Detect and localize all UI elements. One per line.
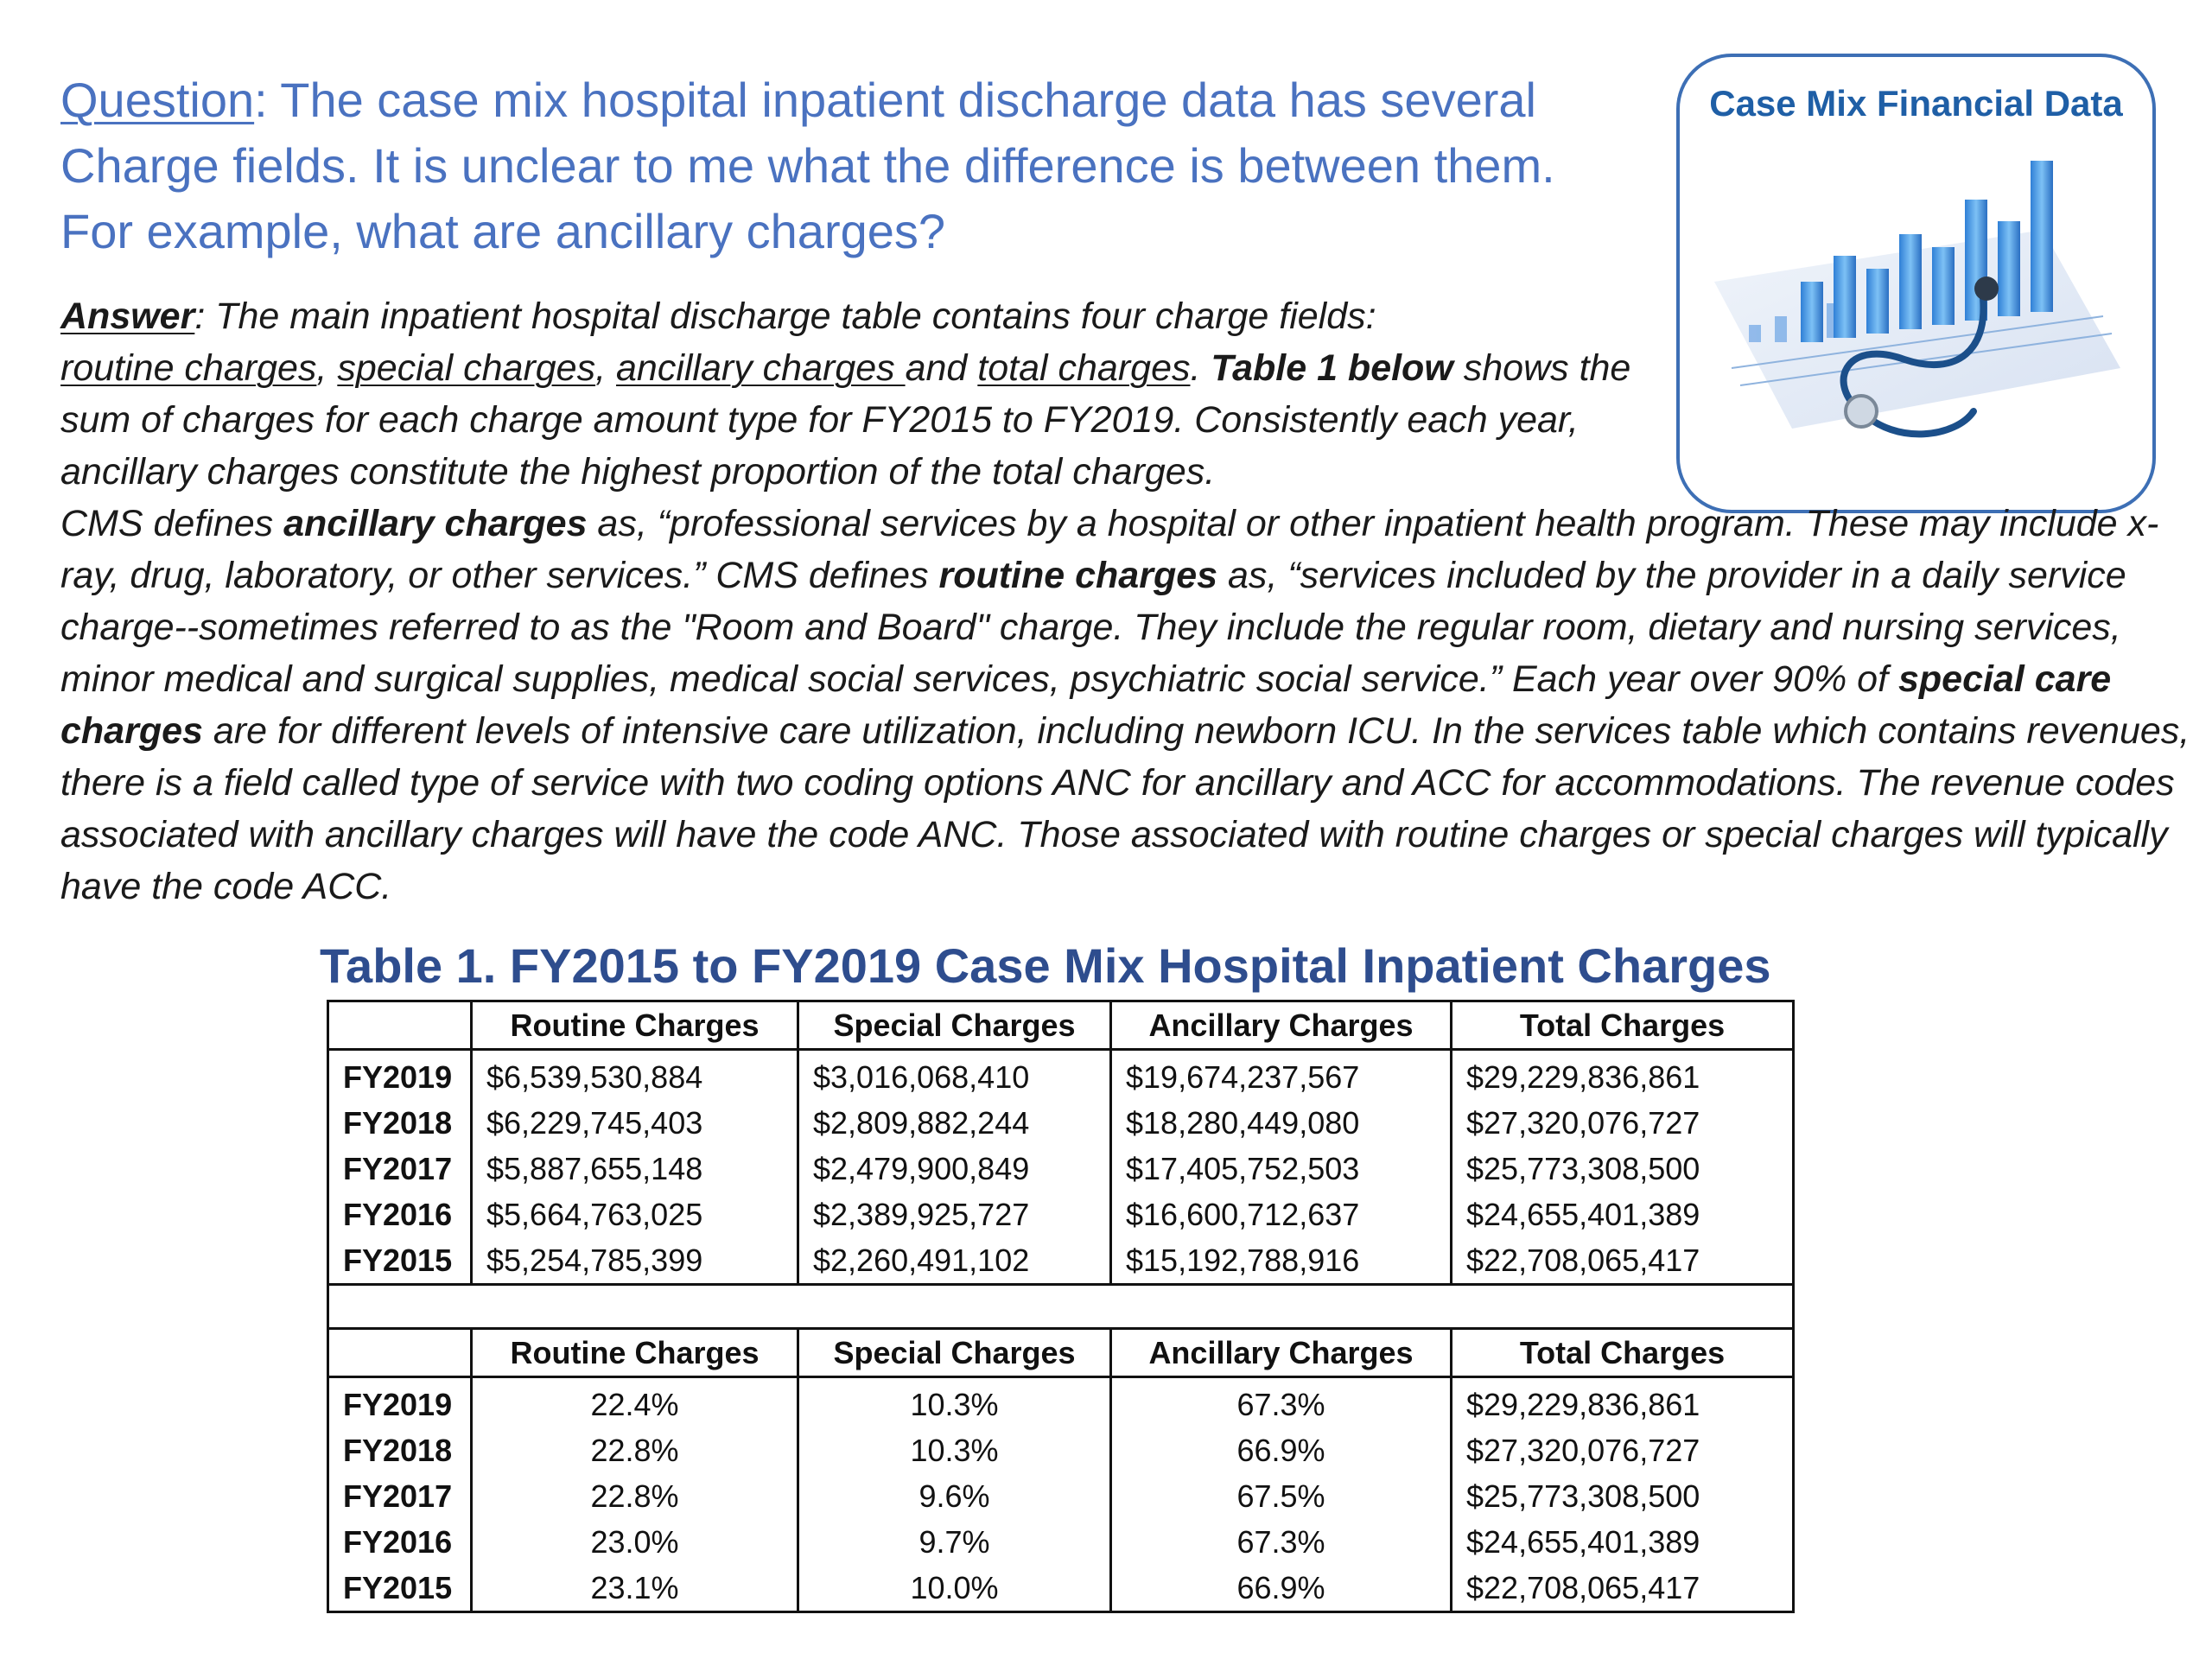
table-cell: 22.8% <box>472 1473 798 1519</box>
answer-text-6: as, “services included by the provider in a daily service charge--sometimes referred to as the "Room and Board" charge. They include the regular room, dietary and nursing services, minor medical and surgical supplies, medical social services, psychiatric social service.” Each year over 90% of <box>60 555 2126 700</box>
table-row <box>328 1237 1794 1285</box>
table-title: Table 1. FY2015 to FY2019 Case Mix Hospital Inpatient Charges <box>320 938 1771 993</box>
answer-text-3: shows the sum of charges for each charge amount type for FY2015 to FY2019. Consistently each year, ancillary charges constitute the highest proportion of the total charges. <box>60 347 1631 493</box>
spacer-row <box>328 1285 1794 1329</box>
routine-charges-bold: routine charges <box>938 555 1218 596</box>
column-header: Total Charges <box>1452 1329 1794 1377</box>
column-header: Special Charges <box>798 1001 1111 1050</box>
table-cell: $2,809,882,244 <box>798 1100 1111 1146</box>
column-header: Routine Charges <box>472 1001 798 1050</box>
row-year: FY2017 <box>328 1146 472 1192</box>
table-cell: $27,320,076,727 <box>1452 1100 1794 1146</box>
table-cell: 67.3% <box>1111 1519 1452 1565</box>
answer-body <box>60 290 2195 912</box>
row-year: FY2018 <box>328 1427 472 1473</box>
table-cell: $2,260,491,102 <box>798 1237 1111 1285</box>
table-cell: $18,280,449,080 <box>1111 1100 1452 1146</box>
table-cell: $6,539,530,884 <box>472 1050 798 1101</box>
table-cell: $2,389,925,727 <box>798 1192 1111 1237</box>
table-row <box>328 1377 1794 1428</box>
table-cell: $17,405,752,503 <box>1111 1146 1452 1192</box>
column-header: Ancillary Charges <box>1111 1329 1452 1377</box>
ancillary-charges-term: ancillary charges <box>616 347 906 389</box>
table-cell: 9.6% <box>798 1473 1111 1519</box>
table-cell: 67.3% <box>1111 1377 1452 1428</box>
ancillary-charges-bold: ancillary charges <box>283 503 588 544</box>
amounts-section <box>328 1001 1794 1285</box>
percents-section <box>328 1329 1794 1612</box>
column-header: Special Charges <box>798 1329 1111 1377</box>
table-cell: $16,600,712,637 <box>1111 1192 1452 1237</box>
question-label: Question <box>60 73 255 127</box>
answer-text-7: are for different levels of intensive care utilization, including newborn ICU. In the services table which contains revenues, there is a field called type of service with two coding options ANC for ancillary and ACC for accommodations. The revenue codes associated with ancillary charges will have the code ANC. Those associated with routine charges or special charges will typically have the code ACC. <box>60 710 2190 907</box>
card-title: Case Mix Financial Data <box>1709 83 2123 124</box>
table-cell: 22.8% <box>472 1427 798 1473</box>
table-cell: 10.3% <box>798 1377 1111 1428</box>
table-cell: 10.3% <box>798 1427 1111 1473</box>
table-cell: $5,887,655,148 <box>472 1146 798 1192</box>
table-row <box>328 1192 1794 1237</box>
special-charges-term: special charges <box>337 347 596 389</box>
row-year: FY2018 <box>328 1100 472 1146</box>
table-cell: $25,773,308,500 <box>1452 1473 1794 1519</box>
table-row <box>328 1146 1794 1192</box>
table-cell: $29,229,836,861 <box>1452 1377 1794 1428</box>
table-row <box>328 1100 1794 1146</box>
table-cell: $19,674,237,567 <box>1111 1050 1452 1101</box>
table-row <box>328 1565 1794 1612</box>
table-cell: $2,479,900,849 <box>798 1146 1111 1192</box>
total-charges-term: total charges <box>977 347 1191 389</box>
header-row <box>328 1329 1794 1377</box>
column-header: Total Charges <box>1452 1001 1794 1050</box>
table-cell: 66.9% <box>1111 1565 1452 1612</box>
answer-comma: , <box>595 347 616 389</box>
table-cell: 9.7% <box>798 1519 1111 1565</box>
table-cell: 22.4% <box>472 1377 798 1428</box>
table-cell: $5,664,763,025 <box>472 1192 798 1237</box>
row-year: FY2017 <box>328 1473 472 1519</box>
answer-text-4: CMS defines <box>60 503 284 544</box>
table-row <box>328 1050 1794 1101</box>
table-cell: 66.9% <box>1111 1427 1452 1473</box>
table-cell: $3,016,068,410 <box>798 1050 1111 1101</box>
row-year: FY2016 <box>328 1519 472 1565</box>
column-header <box>328 1329 472 1377</box>
table-cell: $15,192,788,916 <box>1111 1237 1452 1285</box>
table-cell: $24,655,401,389 <box>1452 1192 1794 1237</box>
column-header: Routine Charges <box>472 1329 798 1377</box>
table-reference: Table 1 below <box>1211 347 1453 389</box>
answer-period: . <box>1190 347 1211 389</box>
table-row <box>328 1473 1794 1519</box>
column-header: Ancillary Charges <box>1111 1001 1452 1050</box>
special-care-charges-bold: special care charges <box>60 658 2112 752</box>
column-header <box>328 1001 472 1050</box>
table-row <box>328 1519 1794 1565</box>
answer-comma: , <box>316 347 338 389</box>
table-cell: 23.1% <box>472 1565 798 1612</box>
table-row <box>328 1427 1794 1473</box>
question-heading <box>60 67 1616 264</box>
routine-charges-term: routine charges <box>60 347 317 389</box>
table-cell: $6,229,745,403 <box>472 1100 798 1146</box>
table-cell: $22,708,065,417 <box>1452 1565 1794 1612</box>
table-cell: $25,773,308,500 <box>1452 1146 1794 1192</box>
header-row <box>328 1001 1794 1050</box>
question-text: : The case mix hospital inpatient discharge data has several Charge fields. It is unclear to me what the difference is between them. For example, what are ancillary charges? <box>60 73 1555 258</box>
answer-text-5: as, “professional services by a hospital or other inpatient health program. These may include x-ray, drug, laboratory, or other services.” CMS defines <box>60 503 2159 596</box>
answer-and: and <box>905 347 978 389</box>
table-cell: $29,229,836,861 <box>1452 1050 1794 1101</box>
answer-label: Answer <box>60 296 195 337</box>
answer-text-1: : The main inpatient hospital discharge table contains four charge fields: <box>194 296 1376 337</box>
table-cell: $5,254,785,399 <box>472 1237 798 1285</box>
table-cell: 10.0% <box>798 1565 1111 1612</box>
row-year: FY2016 <box>328 1192 472 1237</box>
row-year: FY2015 <box>328 1565 472 1612</box>
row-year: FY2015 <box>328 1237 472 1285</box>
table-cell: $27,320,076,727 <box>1452 1427 1794 1473</box>
table-cell: 23.0% <box>472 1519 798 1565</box>
charges-table <box>327 1000 1795 1613</box>
table-cell: $22,708,065,417 <box>1452 1237 1794 1285</box>
table-cell: 67.5% <box>1111 1473 1452 1519</box>
row-year: FY2019 <box>328 1377 472 1428</box>
row-year: FY2019 <box>328 1050 472 1101</box>
table-cell: $24,655,401,389 <box>1452 1519 1794 1565</box>
table-spacer <box>328 1285 1794 1329</box>
